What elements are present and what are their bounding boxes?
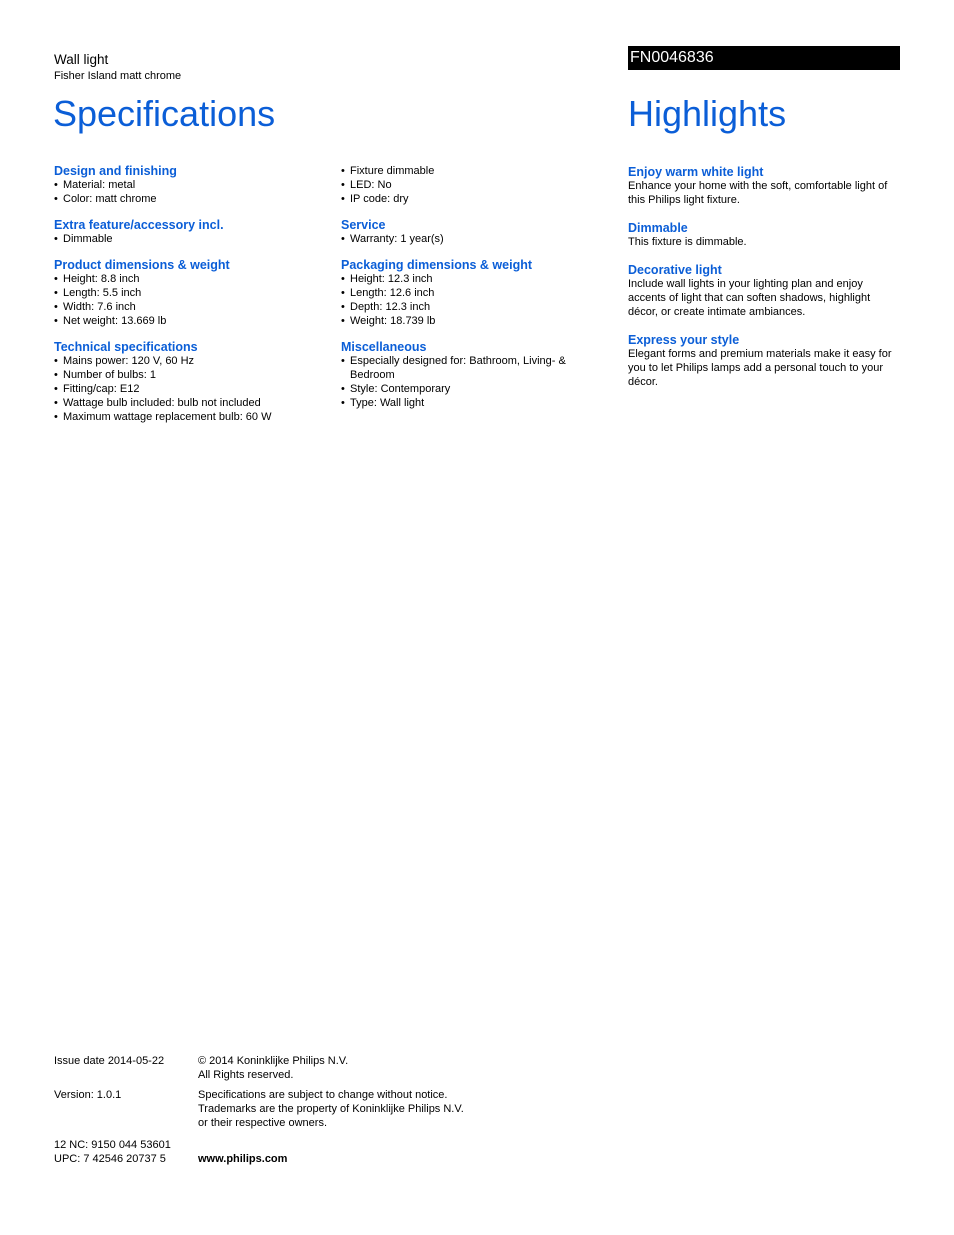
spec-section [54,218,304,246]
spec-item: • Especially designed for: Bathroom, Living- & Bedroom [341,354,591,382]
spec-list [54,178,304,206]
spec-item: • Fitting/cap: E12 [54,382,304,396]
version: Version: 1.0.1 [54,1089,122,1101]
spec-section [341,340,591,410]
spec-item: • Type: Wall light [341,396,591,410]
spec-item: • Color: matt chrome [54,192,304,206]
highlight-title: Enjoy warm white light [628,165,764,179]
spec-section [54,258,304,328]
spec-item: • Height: 12.3 inch [341,272,591,286]
spec-item: • Length: 12.6 inch [341,286,591,300]
spec-list [54,354,304,424]
spec-section-title: Extra feature/accessory incl. [54,218,224,232]
spec-item: • Style: Contemporary [341,382,591,396]
highlight-item [628,333,902,389]
spec-item: • Fixture dimmable [341,164,591,178]
highlights-column [628,165,902,403]
spec-item: • LED: No [341,178,591,192]
spec-item: • Weight: 18.739 lb [341,314,591,328]
spec-list [341,272,591,328]
highlight-text: Include wall lights in your lighting plan and enjoy accents of light that can soften shadows, highlight décor, or create intimate ambiances. [628,278,871,318]
spec-item: • Number of bulbs: 1 [54,368,304,382]
spec-list [341,354,591,410]
spec-item: • Depth: 12.3 inch [341,300,591,314]
notice-line-2: Trademarks are the property of Koninklijke Philips N.V. [198,1103,464,1115]
website-link[interactable]: www.philips.com [198,1153,288,1165]
spec-item: • Maximum wattage replacement bulb: 60 W [54,410,304,424]
spec-item: • Length: 5.5 inch [54,286,304,300]
spec-list [54,272,304,328]
model-number-bar: FN0046836 [628,46,900,70]
specs-column-2 [341,164,591,422]
spec-section [341,164,591,206]
spec-list [54,232,304,246]
spec-item: • Height: 8.8 inch [54,272,304,286]
notice-line-3: or their respective owners. [198,1117,327,1129]
spec-section [341,218,591,246]
highlight-text: Elegant forms and premium materials make it easy for you to let Philips lamps add a personal touch to your décor. [628,348,892,388]
spec-list [341,232,591,246]
spec-item: • Mains power: 120 V, 60 Hz [54,354,304,368]
highlight-text: Enhance your home with the soft, comfortable light of this Philips light fixture. [628,180,888,206]
highlight-title: Express your style [628,333,740,347]
highlights-heading: Highlights [628,93,787,134]
spec-section-title: Packaging dimensions & weight [341,258,533,272]
spec-section-title: Design and finishing [54,164,177,178]
spec-section [54,164,304,206]
product-type: Wall light [54,52,109,67]
highlight-title: Decorative light [628,263,722,277]
highlight-text: This fixture is dimmable. [628,236,747,248]
spec-section-title: Technical specifications [54,340,198,354]
spec-item: • IP code: dry [341,192,591,206]
spec-section-title: Product dimensions & weight [54,258,230,272]
copyright-line-1: © 2014 Koninklijke Philips N.V. [198,1055,349,1067]
spec-section-title: Service [341,218,386,232]
spec-section-title: Miscellaneous [341,340,427,354]
spec-item: • Width: 7.6 inch [54,300,304,314]
highlight-item [628,165,902,207]
issue-date: Issue date 2014-05-22 [54,1055,165,1067]
spec-item: • Dimmable [54,232,304,246]
spec-item: • Net weight: 13.669 lb [54,314,304,328]
nc-code: 12 NC: 9150 044 53601 [54,1139,171,1151]
spec-item: • Wattage bulb included: bulb not included [54,396,304,410]
highlight-item [628,263,902,319]
spec-list [341,164,591,206]
specifications-heading: Specifications [53,93,276,134]
highlight-title: Dimmable [628,221,688,235]
product-name: Fisher Island matt chrome [54,70,182,82]
spec-item: • Material: metal [54,178,304,192]
highlight-item [628,221,902,249]
specs-column-1 [54,164,304,436]
copyright-line-2: All Rights reserved. [198,1069,294,1081]
notice-line-1: Specifications are subject to change without notice. [198,1089,448,1101]
spec-section [341,258,591,328]
spec-item: • Warranty: 1 year(s) [341,232,591,246]
upc-code: UPC: 7 42546 20737 5 [54,1153,166,1165]
spec-section [54,340,304,424]
